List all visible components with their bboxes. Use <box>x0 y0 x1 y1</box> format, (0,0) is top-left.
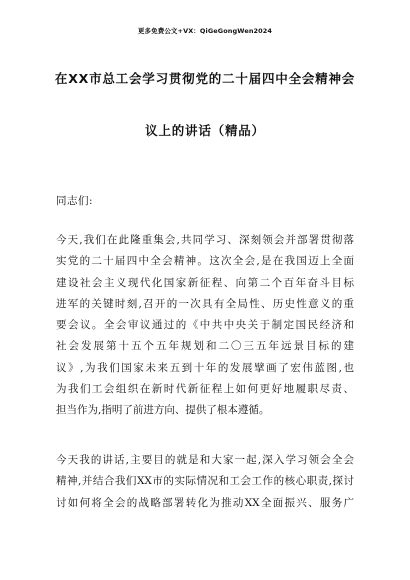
paragraph-1-line: 为我们工会组织在新时代新征程上如何更好地履职尽责、 <box>56 383 354 396</box>
paragraph-1-line: 进军的关键时刻,召开的一次具有全局性、历史性意义的重 <box>56 297 354 310</box>
paragraph-1-line: 担当作为,指明了前进方向、提供了根本遵循。 <box>56 404 270 417</box>
paragraph-1-line: 要会议。全会审议通过的《中共中央关于制定国民经济和 <box>56 319 354 332</box>
paragraph-2-line: 精神,并结合我们XX市的实际情况和工会工作的核心职责,探讨 <box>56 475 354 488</box>
paragraph-1-line: 社会发展第十五个五年规划和二〇三五年远景目标的建 <box>56 340 354 353</box>
paragraph-1-line: 今天,我们在此隆重集会,共同学习、深刻领会并部署贯彻落 <box>56 234 354 246</box>
paragraph-1-line: 议》,为我们国家未来五到十年的发展擘画了宏伟蓝图,也 <box>56 361 354 374</box>
paragraph-1-line: 实党的二十届四中全会精神。这次全会,是在我国迈上全面 <box>56 255 354 268</box>
paragraph-2-line: 讨如何将全会的战略部署转化为推动XX全面振兴、服务广 <box>56 496 354 509</box>
paragraph-1-line: 建设社会主义现代化国家新征程、向第二个百年奋斗目标 <box>56 276 354 289</box>
paragraph-2-line: 今天我的讲话,主要目的就是和大家一起,深入学习领会全会 <box>56 454 354 466</box>
header-promo-note: 更多免费公文+VX：QiGeGongWen2024 <box>137 27 273 35</box>
salutation: 同志们: <box>56 195 94 207</box>
paragraph-2 <box>56 450 354 514</box>
document-title-line-2: 议上的讲话（精品） <box>145 123 265 138</box>
document-title-line-1: 在XX市总工会学习贯彻党的二十届四中全会精神会 <box>54 71 356 86</box>
paragraph-1 <box>56 230 354 422</box>
